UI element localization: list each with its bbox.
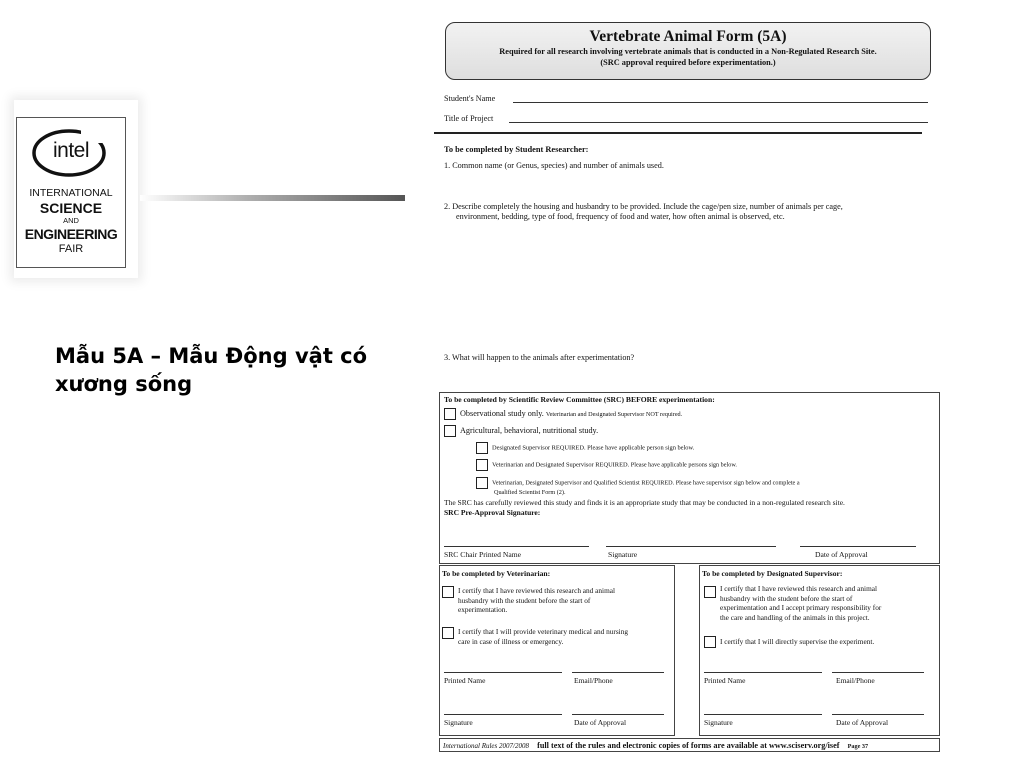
logo-card bbox=[14, 100, 138, 278]
src-statement: The SRC has carefully reviewed this study and finds it is an appropriate study that may be conducted in a non-regulated research site. bbox=[444, 498, 845, 507]
vet-supervisor-required-checkbox[interactable] bbox=[476, 459, 488, 471]
vet-printed-name-field[interactable] bbox=[444, 672, 562, 673]
veterinarian-section bbox=[439, 565, 675, 736]
slide-divider bbox=[140, 195, 405, 201]
footer-page: Page 37 bbox=[847, 743, 869, 750]
form-footer bbox=[439, 738, 940, 752]
vet-date-field[interactable] bbox=[572, 714, 664, 715]
student-section-heading: To be completed by Student Researcher: bbox=[444, 145, 589, 154]
form-subtitle-1: Required for all research involving vertebrate animals that is conducted in a Non-Regulated Research Site. bbox=[499, 47, 877, 56]
vet-signature-field[interactable] bbox=[444, 714, 562, 715]
vet-cert-1-checkbox[interactable] bbox=[442, 586, 454, 598]
vet-date-label: Date of Approval bbox=[574, 718, 627, 727]
vet-supervisor-scientist-checkbox[interactable] bbox=[476, 477, 488, 489]
vet-cert-2-line-2: care in case of illness or emergency. bbox=[458, 636, 564, 646]
vet-cert-1-line-2: husbandry with the student before the start of bbox=[458, 595, 591, 605]
vet-printed-name-label: Printed Name bbox=[444, 676, 486, 685]
supervisor-date-field[interactable] bbox=[832, 714, 924, 715]
logo-line-international: INTERNATIONAL bbox=[29, 187, 113, 199]
vertebrate-animal-form bbox=[430, 18, 940, 758]
vet-cert-1-line-3: experimentation. bbox=[458, 605, 508, 614]
supervisor-cert-2-label: I certify that I will directly supervise the experiment. bbox=[720, 637, 875, 646]
form-title: Vertebrate Animal Form (5A) bbox=[589, 28, 787, 45]
src-chair-name-field[interactable] bbox=[444, 546, 589, 547]
supervisor-signature-label: Signature bbox=[704, 718, 733, 727]
vet-signature-label: Signature bbox=[444, 718, 473, 727]
isef-logo bbox=[16, 117, 126, 268]
supervisor-date-label: Date of Approval bbox=[836, 718, 889, 727]
observational-checkbox[interactable] bbox=[444, 408, 456, 420]
project-title-field[interactable] bbox=[509, 122, 928, 123]
form-subtitle-2: (SRC approval required before experimentation.) bbox=[600, 58, 776, 67]
supervisor-cert-1-checkbox[interactable] bbox=[704, 586, 716, 598]
vet-supervisor-scientist-label-2: Qualified Scientist Form (2). bbox=[494, 489, 566, 496]
src-chair-name-label: SRC Chair Printed Name bbox=[444, 550, 521, 559]
supervisor-email-label: Email/Phone bbox=[836, 676, 875, 685]
student-name-label: Student's Name bbox=[444, 94, 496, 103]
src-date-field[interactable] bbox=[800, 546, 916, 547]
logo-line-and: AND bbox=[63, 216, 79, 225]
src-signature-label: Signature bbox=[608, 550, 638, 559]
vet-supervisor-required-label: Veterinarian and Designated Supervisor REQUIRED. bbox=[492, 461, 630, 469]
supervisor-required-checkbox[interactable] bbox=[476, 442, 488, 454]
question-2-line-2: environment, bedding, type of food, frequency of food and water, how often animal is observed, etc. bbox=[456, 212, 785, 221]
observational-label: Observational study only. bbox=[460, 408, 544, 418]
question-1: 1. Common name (or Genus, species) and number of animals used. bbox=[444, 161, 664, 170]
intel-wordmark: intel bbox=[52, 139, 90, 162]
supervisor-signature-field[interactable] bbox=[704, 714, 822, 715]
question-3: 3. What will happen to the animals after experimentation? bbox=[444, 353, 635, 362]
src-signature-heading: SRC Pre-Approval Signature: bbox=[444, 508, 541, 517]
footer-text: full text of the rules and electronic copies of forms are available at www.sciserv.org/isef bbox=[537, 741, 840, 750]
supervisor-printed-name-field[interactable] bbox=[704, 672, 822, 673]
supervisor-printed-name-label: Printed Name bbox=[704, 676, 746, 685]
vet-supervisor-required-note: Please have applicable persons sign below. bbox=[630, 461, 737, 469]
logo-line-science: SCIENCE bbox=[39, 200, 103, 216]
student-name-field[interactable] bbox=[513, 102, 928, 103]
project-title-label: Title of Project bbox=[444, 114, 494, 123]
vet-email-field[interactable] bbox=[572, 672, 664, 673]
observational-note: Veterinarian and Designated Supervisor NOT required. bbox=[545, 410, 683, 418]
supervisor-cert-1-line-4: the care and handling of the animals in this project. bbox=[720, 612, 870, 622]
agricultural-checkbox[interactable] bbox=[444, 425, 456, 437]
logo-line-engineering: ENGINEERING bbox=[24, 226, 118, 242]
logo-line-fair: FAIR bbox=[58, 243, 84, 255]
src-heading: To be completed by Scientific Review Committee (SRC) BEFORE experimentation: bbox=[444, 395, 715, 404]
supervisor-cert-2-checkbox[interactable] bbox=[704, 636, 716, 648]
supervisor-email-field[interactable] bbox=[832, 672, 924, 673]
slide-title: Mẫu 5A – Mẫu Động vật có xương sống bbox=[55, 344, 368, 396]
vet-cert-2-checkbox[interactable] bbox=[442, 627, 454, 639]
footer-rules: International Rules 2007/2008 bbox=[443, 742, 529, 750]
supervisor-section bbox=[699, 565, 940, 736]
supervisor-cert-1-line-2: husbandry with the student before the start of bbox=[720, 593, 853, 603]
form-header bbox=[445, 22, 931, 80]
supervisor-required-note: Please have applicable person sign below. bbox=[587, 444, 695, 452]
supervisor-cert-1-line-3: experimentation and I accept primary responsibility for bbox=[720, 603, 882, 612]
src-signature-field[interactable] bbox=[606, 546, 776, 547]
supervisor-heading: To be completed by Designated Supervisor: bbox=[702, 569, 843, 578]
supervisor-cert-1-line-1: I certify that I have reviewed this research and animal bbox=[720, 584, 878, 593]
supervisor-required-label: Designated Supervisor REQUIRED. bbox=[492, 444, 586, 452]
src-date-label: Date of Approval bbox=[815, 550, 868, 559]
vet-cert-2-line-1: I certify that I will provide veterinary medical and nursing bbox=[458, 627, 628, 636]
question-2-line-1: 2. Describe completely the housing and husbandry to be provided. Include the cage/pen size, number of animals per cage, bbox=[444, 202, 843, 211]
vet-heading: To be completed by Veterinarian: bbox=[442, 569, 551, 578]
src-section bbox=[439, 392, 940, 564]
vet-cert-1-line-1: I certify that I have reviewed this research and animal bbox=[458, 586, 616, 595]
section-divider bbox=[434, 132, 922, 134]
vet-email-label: Email/Phone bbox=[574, 676, 613, 685]
agricultural-label: Agricultural, behavioral, nutritional study. bbox=[460, 425, 599, 435]
vet-supervisor-scientist-label: Veterinarian, Designated Supervisor and Qualified Scientist REQUIRED. Please have supervisor sign below and complete a bbox=[492, 479, 800, 487]
